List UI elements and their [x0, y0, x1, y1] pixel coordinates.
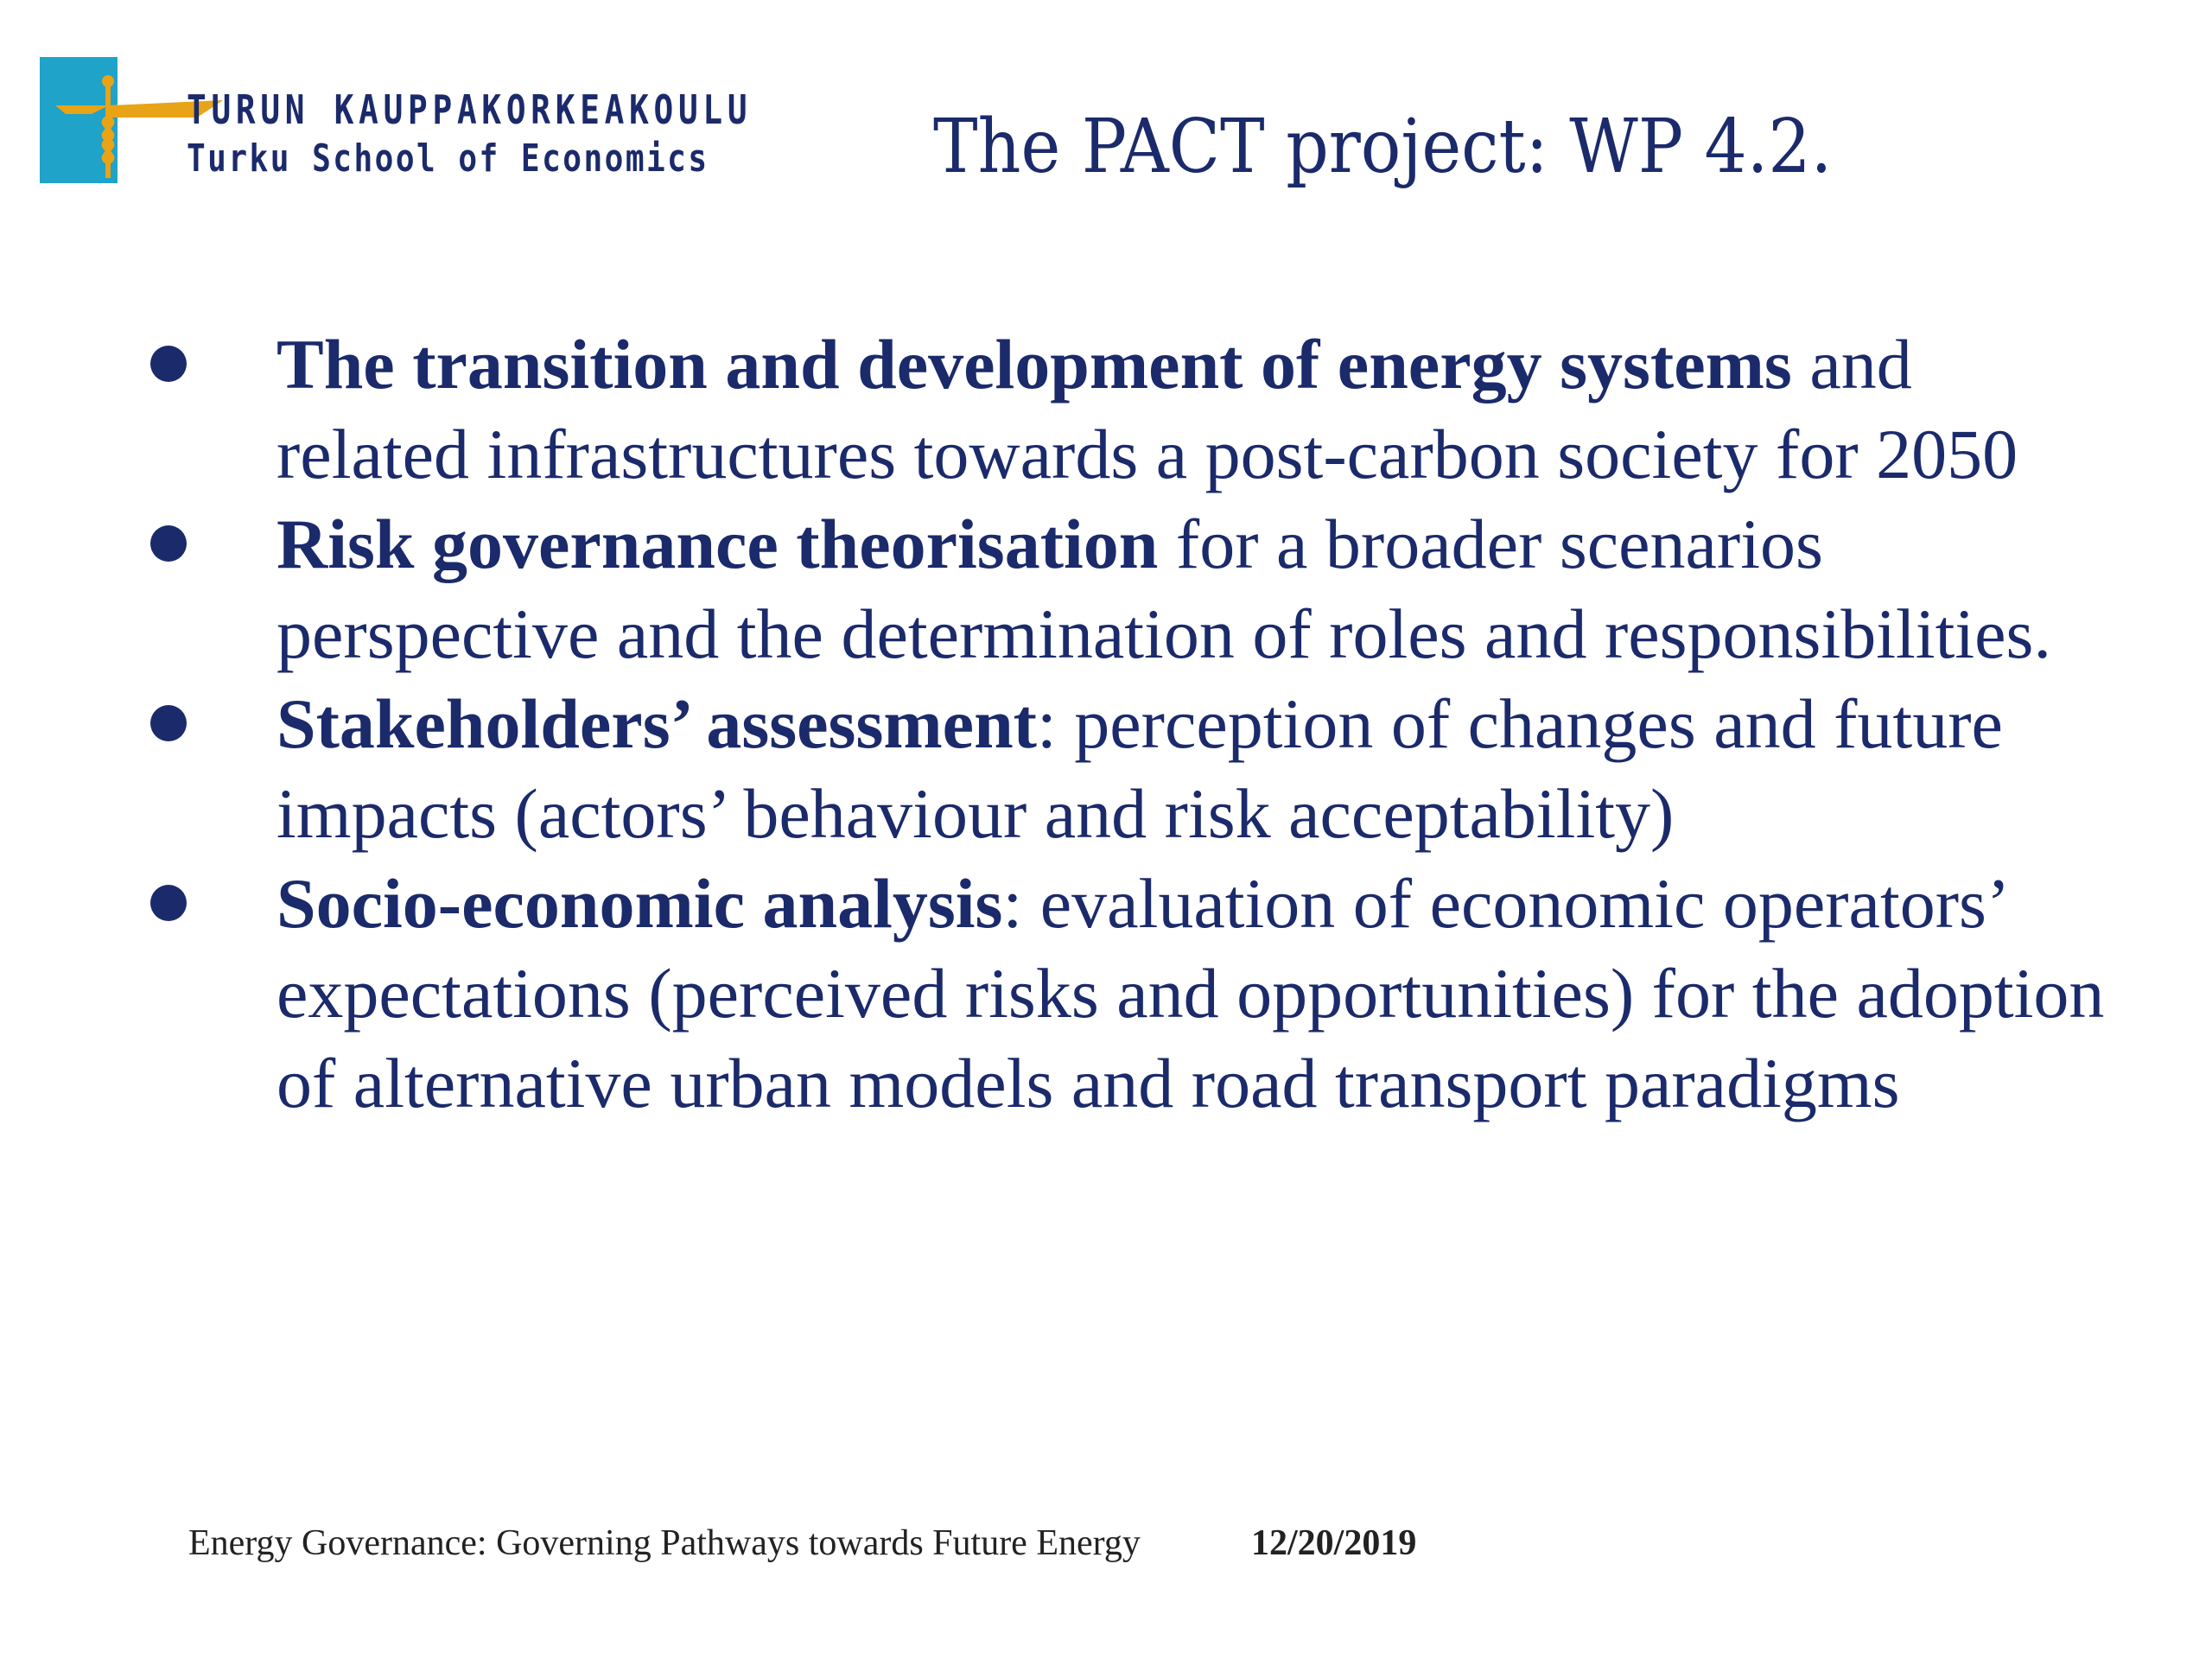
bullet-dot-icon: [150, 705, 187, 741]
footer-date: 12/20/2019: [1251, 1523, 1417, 1563]
logo: [40, 57, 753, 187]
bullet-item-risk-governance: [147, 499, 2117, 679]
bullet-item-energy-systems: [147, 320, 2117, 499]
bullet-body-text: : perception of changes and future impacts (actors’ behaviour and risk acceptability): [276, 684, 2003, 853]
bullet-dot-icon: [150, 525, 187, 562]
bullet-body-text: : evaluation of economic operators’ expectations (perceived risks and opportunities) for the adoption of alternative urban models and road transport paradigms: [276, 864, 2105, 1122]
footer-text: Energy Governance: Governing Pathways towards Future Energy: [188, 1523, 1141, 1563]
bullet-dot-icon: [150, 346, 187, 382]
slide-title: The PACT project: WP 4.2.: [933, 104, 1833, 190]
bullet-body-text: and related infrastructures towards a post-carbon society for 2050: [276, 325, 2018, 493]
caduceus-logo-icon: [40, 57, 118, 183]
logo-text: [187, 86, 876, 181]
bullet-bold-text: Socio-economic analysis: [276, 864, 1003, 943]
logo-english-name: Turku School of Economics: [187, 137, 709, 181]
bullet-bold-text: Stakeholders’ assessment: [276, 684, 1037, 763]
bullet-item-socio-economic: [147, 859, 2117, 1128]
logo-finnish-name: TURUN KAUPPAKORKEAKOULU: [187, 86, 753, 133]
bullet-bold-text: The transition and development of energy systems: [276, 325, 1792, 404]
bullet-item-stakeholders: [147, 679, 2117, 859]
bullet-dot-icon: [150, 885, 187, 921]
bullet-list: [147, 320, 2117, 1128]
bullet-body-text: for a broader scenarios perspective and the determination of roles and responsibilities.: [276, 505, 2051, 673]
bullet-bold-text: Risk governance theorisation: [276, 505, 1159, 583]
